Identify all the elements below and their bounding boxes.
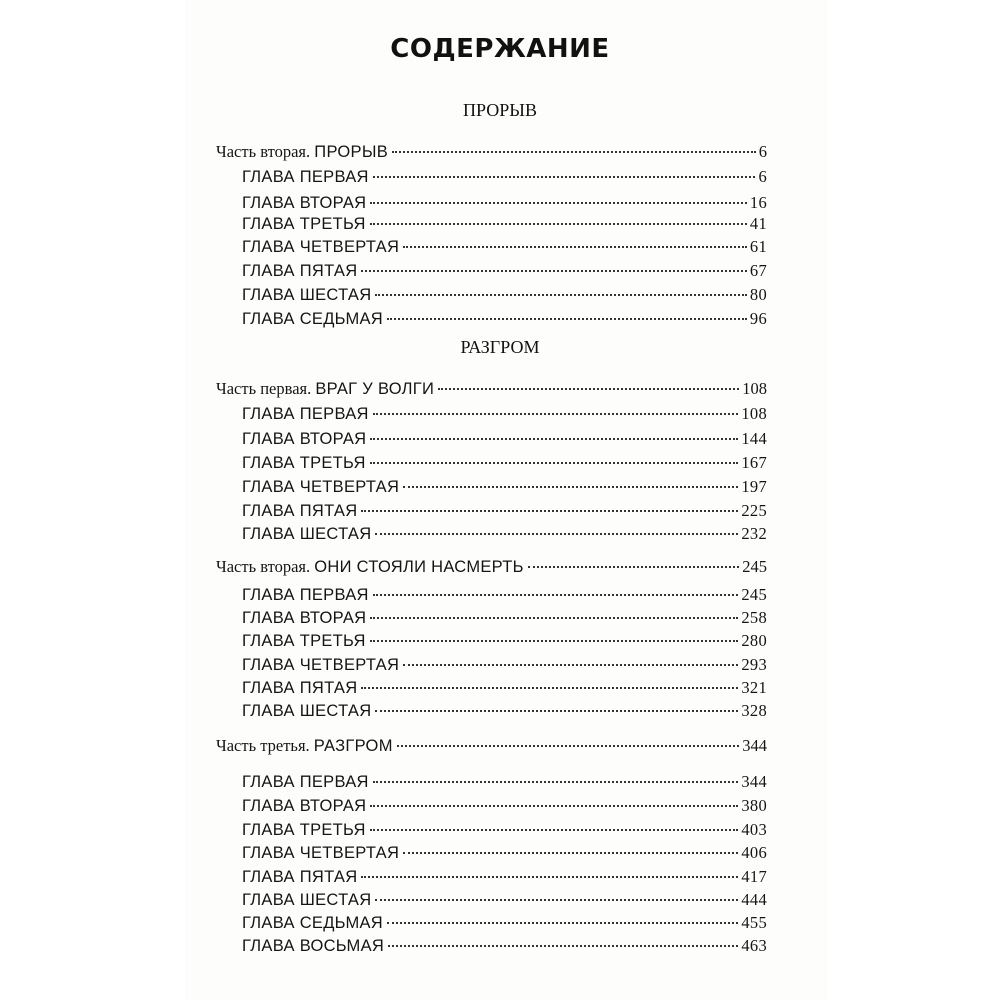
toc-chapter-entry[interactable] (242, 607, 767, 629)
toc-chapter-entry[interactable] (242, 866, 767, 888)
part-label: Часть вторая. (216, 142, 311, 161)
toc-chapter-entry[interactable] (242, 889, 767, 911)
toc-chapter-entry[interactable] (242, 476, 767, 498)
leader-dots (361, 686, 738, 689)
chapter-title: ГЛАВА ПЯТАЯ (242, 262, 358, 280)
page-number: 41 (749, 214, 767, 233)
chapter-title: ГЛАВА ТРЕТЬЯ (242, 215, 366, 233)
toc-part-entry[interactable] (216, 556, 767, 578)
page-number: 232 (741, 524, 767, 543)
chapter-title: ГЛАВА ПЯТАЯ (242, 502, 358, 520)
toc-chapter-entry[interactable] (242, 842, 767, 864)
chapter-title: ГЛАВА ПЯТАЯ (242, 868, 358, 886)
leader-dots (370, 639, 739, 642)
part-label: Часть вторая. (216, 557, 311, 576)
page-number: 80 (749, 285, 767, 304)
part-label: Часть первая. (216, 379, 312, 398)
page-number: 197 (741, 477, 767, 496)
part-name: ПРОРЫВ (314, 143, 389, 161)
leader-dots (375, 532, 738, 535)
page-number: 380 (741, 796, 767, 815)
leader-dots (375, 898, 738, 901)
page-number: 406 (741, 843, 767, 862)
leader-dots (438, 387, 739, 390)
chapter-title: ГЛАВА ШЕСТАЯ (242, 702, 372, 720)
leader-dots (361, 875, 738, 878)
toc-part-entry[interactable] (216, 378, 767, 400)
leader-dots (392, 150, 756, 153)
leader-dots (528, 565, 740, 568)
book-heading: ПРОРЫВ (463, 100, 537, 120)
page-number: 245 (741, 585, 767, 604)
page-number: 167 (741, 453, 767, 472)
chapter-title: ГЛАВА ВТОРАЯ (242, 194, 367, 212)
chapter-title: ГЛАВА ТРЕТЬЯ (242, 632, 366, 650)
chapter-title: ГЛАВА ВОСЬМАЯ (242, 937, 385, 955)
leader-dots (370, 804, 738, 807)
toc-chapter-entry[interactable] (242, 795, 767, 817)
chapter-title: ГЛАВА ПЯТАЯ (242, 679, 358, 697)
toc-chapter-entry[interactable] (242, 654, 767, 676)
chapter-title: ГЛАВА СЕДЬМАЯ (242, 914, 384, 932)
book-heading: РАЗГРОМ (460, 337, 540, 357)
page-number: 108 (742, 379, 767, 398)
toc-chapter-entry[interactable] (242, 213, 767, 235)
toc-chapter-entry[interactable] (242, 166, 767, 188)
toc-part-entry[interactable] (216, 735, 767, 757)
chapter-title: ГЛАВА СЕДЬМАЯ (242, 310, 384, 328)
chapter-title: ГЛАВА ТРЕТЬЯ (242, 821, 366, 839)
page-number: 344 (741, 772, 767, 791)
toc-chapter-entry[interactable] (242, 308, 767, 330)
toc-chapter-entry[interactable] (242, 284, 767, 306)
toc-chapter-entry[interactable] (242, 236, 767, 258)
page-number: 417 (741, 867, 767, 886)
toc-chapter-entry[interactable] (242, 192, 767, 214)
toc-chapter-entry[interactable] (242, 428, 767, 450)
leader-dots (370, 437, 738, 440)
page-number: 455 (741, 913, 767, 932)
chapter-title: ГЛАВА ВТОРАЯ (242, 797, 367, 815)
toc-chapter-entry[interactable] (242, 700, 767, 722)
toc-chapter-entry[interactable] (242, 935, 767, 957)
page-number: 67 (749, 261, 767, 280)
chapter-title: ГЛАВА ВТОРАЯ (242, 430, 367, 448)
leader-dots (387, 317, 747, 320)
chapter-title: ГЛАВА ЧЕТВЕРТАЯ (242, 238, 400, 256)
chapter-title: ГЛАВА ПЕРВАЯ (242, 773, 369, 791)
page-number: 96 (749, 309, 767, 328)
part-label: Часть третья. (216, 736, 310, 755)
toc-chapter-entry[interactable] (242, 523, 767, 545)
page-number: 16 (749, 193, 767, 212)
leader-dots (403, 663, 738, 666)
page-number: 108 (741, 404, 767, 423)
chapter-title: ГЛАВА ЧЕТВЕРТАЯ (242, 478, 400, 496)
page-number: 444 (741, 890, 767, 909)
page-number: 280 (741, 631, 767, 650)
part-name: РАЗГРОМ (313, 737, 393, 755)
toc-chapter-entry[interactable] (242, 771, 767, 793)
leader-dots (387, 921, 738, 924)
leader-dots (375, 709, 738, 712)
page-title: СОДЕРЖАНИЕ (390, 34, 610, 64)
chapter-title: ГЛАВА ТРЕТЬЯ (242, 454, 366, 472)
leader-dots (403, 245, 747, 248)
chapter-title: ГЛАВА ПЕРВАЯ (242, 405, 369, 423)
chapter-title: ГЛАВА ЧЕТВЕРТАЯ (242, 656, 400, 674)
leader-dots (388, 944, 738, 947)
toc-chapter-entry[interactable] (242, 500, 767, 522)
chapter-title: ГЛАВА ШЕСТАЯ (242, 286, 372, 304)
page-number: 225 (741, 501, 767, 520)
toc-chapter-entry[interactable] (242, 630, 767, 652)
page-number: 6 (758, 167, 767, 186)
page-number: 245 (742, 557, 767, 576)
leader-dots (373, 780, 739, 783)
page-number: 344 (742, 736, 767, 755)
toc-part-entry[interactable] (216, 141, 767, 163)
page-number: 463 (741, 936, 767, 955)
page-number: 293 (741, 655, 767, 674)
toc-chapter-entry[interactable] (242, 403, 767, 425)
chapter-title: ГЛАВА ШЕСТАЯ (242, 525, 372, 543)
chapter-title: ГЛАВА ЧЕТВЕРТАЯ (242, 844, 400, 862)
toc-chapter-entry[interactable] (242, 584, 767, 606)
toc-chapter-entry[interactable] (242, 452, 767, 474)
toc-chapter-entry[interactable] (242, 677, 767, 699)
chapter-title: ГЛАВА ШЕСТАЯ (242, 891, 372, 909)
toc-chapter-entry[interactable] (242, 912, 767, 934)
leader-dots (370, 222, 747, 225)
page-number: 61 (749, 237, 767, 256)
page-number: 6 (758, 142, 767, 161)
page-number: 144 (741, 429, 767, 448)
page-number: 403 (741, 820, 767, 839)
toc-chapter-entry[interactable] (242, 260, 767, 282)
leader-dots (397, 744, 740, 747)
part-name: ВРАГ У ВОЛГИ (315, 380, 435, 398)
leader-dots (373, 593, 739, 596)
leader-dots (361, 509, 738, 512)
leader-dots (373, 412, 739, 415)
leader-dots (375, 293, 746, 296)
chapter-title: ГЛАВА ПЕРВАЯ (242, 586, 369, 604)
part-name: ОНИ СТОЯЛИ НАСМЕРТЬ (314, 558, 524, 576)
leader-dots (403, 485, 738, 488)
leader-dots (403, 851, 738, 854)
leader-dots (373, 175, 756, 178)
toc-chapter-entry[interactable] (242, 819, 767, 841)
chapter-title: ГЛАВА ВТОРАЯ (242, 609, 367, 627)
chapter-title: ГЛАВА ПЕРВАЯ (242, 168, 369, 186)
leader-dots (370, 828, 739, 831)
page-number: 258 (741, 608, 767, 627)
leader-dots (361, 269, 746, 272)
page-number: 328 (741, 701, 767, 720)
leader-dots (370, 201, 747, 204)
page-number: 321 (741, 678, 767, 697)
leader-dots (370, 616, 738, 619)
leader-dots (370, 461, 739, 464)
